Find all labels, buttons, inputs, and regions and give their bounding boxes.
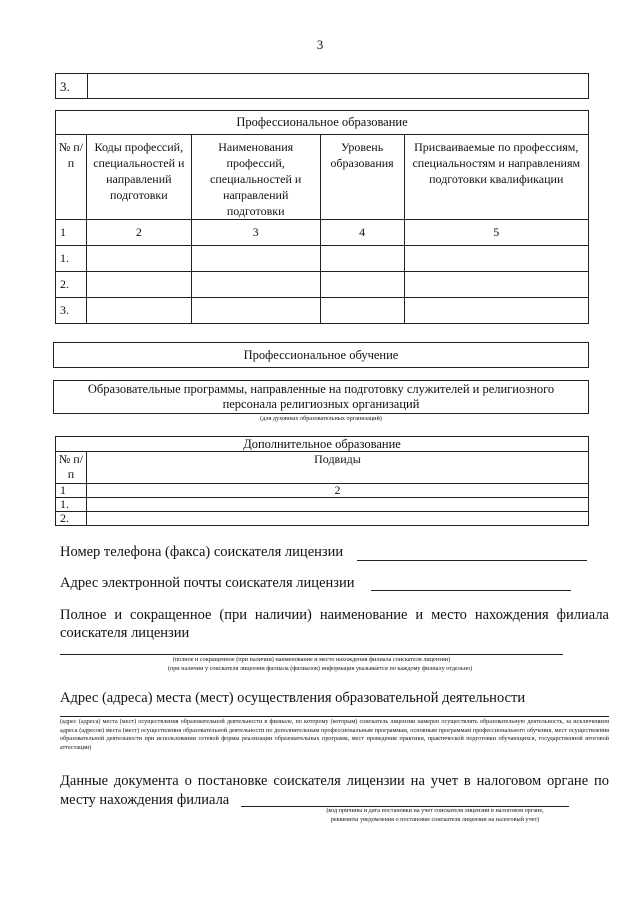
- prof-training-title: Профессиональное обучение: [243, 348, 399, 362]
- header-names: Наименования профессий, специальностей и направлений подготовки: [191, 135, 320, 220]
- header-qualifications: Присваиваемые по профессиям, специальностям и направлениям подготовки квалификации: [404, 135, 588, 220]
- tax-label-line2: месту нахождения филиала: [60, 792, 230, 808]
- col-number: 4: [320, 220, 404, 246]
- row-number: 3.: [60, 79, 70, 94]
- religious-note: (для духовных образовательных организаций): [260, 415, 382, 422]
- row-number: 2.: [56, 512, 87, 526]
- page-number: 3: [316, 37, 324, 52]
- col-number: 2: [86, 484, 588, 498]
- tax-label-line1: Данные документа о постановке соискателя лицензии на учет в налоговом органе по: [60, 773, 609, 789]
- col-number: 2: [86, 220, 191, 246]
- row-number: 1.: [56, 246, 87, 272]
- additional-education-title: Дополнительное образование: [56, 437, 589, 452]
- branch-name-label-line1: Полное и сокращенное (при наличии) наименование и место нахождения филиала: [60, 607, 609, 623]
- branch-note-2: (при наличии у соискателя лицензии филиала (филиалов) информация указывается по каждому филиалу отдельно): [167, 665, 473, 672]
- branch-name-input-line[interactable]: [60, 654, 563, 655]
- branch-name-label-line2: соискателя лицензии: [60, 625, 190, 641]
- prof-training-box: [53, 342, 589, 368]
- header-num: № п/п: [56, 135, 87, 220]
- col-number: 3: [191, 220, 320, 246]
- col-number: 1: [56, 484, 87, 498]
- prof-education-table: [55, 110, 589, 324]
- row-number: 1.: [56, 498, 87, 512]
- row-number: 3.: [56, 298, 87, 324]
- table-row: [56, 512, 589, 526]
- email-label: Адрес электронной почты соискателя лицензии: [60, 575, 355, 591]
- header-codes: Коды профессий, специальностей и направлений подготовки: [86, 135, 191, 220]
- email-input-line[interactable]: [371, 590, 571, 591]
- address-label: Адрес (адреса) места (мест) осуществления образовательной деятельности: [60, 690, 526, 706]
- col-number: 1: [56, 220, 87, 246]
- table-row: [56, 272, 589, 298]
- previous-table-row-3: [55, 73, 589, 99]
- header-num: № п/п: [56, 452, 87, 484]
- tax-note-1: (код причины и дата постановки на учет соискателя лицензии в налоговом органе,: [326, 807, 544, 814]
- col-number: 5: [404, 220, 588, 246]
- prof-education-title: Профессиональное образование: [56, 111, 589, 135]
- header-subtypes: Подвиды: [86, 452, 588, 484]
- religious-programs-box: [53, 380, 589, 414]
- phone-input-line[interactable]: [357, 560, 587, 561]
- tax-note-2: реквизиты уведомления о постановке соискателя лицензии на налоговый учет): [330, 816, 540, 823]
- row-number: 2.: [56, 272, 87, 298]
- phone-label: Номер телефона (факса) соискателя лицензии: [60, 544, 344, 560]
- branch-note-1: (полное и сокращенное (при наличии) наименование и место нахождения филиала соискателя лицензии): [172, 656, 451, 663]
- header-level: Уровень образования: [320, 135, 404, 220]
- table-row: [56, 246, 589, 272]
- table-row: [56, 498, 589, 512]
- religious-title-line2: персонала религиозных организаций: [222, 397, 420, 411]
- address-input-line[interactable]: [60, 716, 609, 717]
- additional-education-table: [55, 436, 589, 526]
- table-row: [56, 298, 589, 324]
- address-note: (адрес (адреса) места (мест) осуществления образовательной деятельности в филиале, по которому (которым) соискатель лицензии намерен осуществлять образовательную деятельность, за исключением адреса (адресов) места (мест) осуществления образовательной деятельности по дополнительным профессиональным программам, основным программам профессионального обучения, мест осуществления образовательной деятельности при использовании сетевой формы реализации образовательных программ, мест проведения практики, практической подготовки обучающихся, государственной итоговой аттестации): [60, 718, 609, 751]
- religious-title-line1: Образовательные программы, направленные на подготовку служителей и религиозного: [87, 382, 555, 396]
